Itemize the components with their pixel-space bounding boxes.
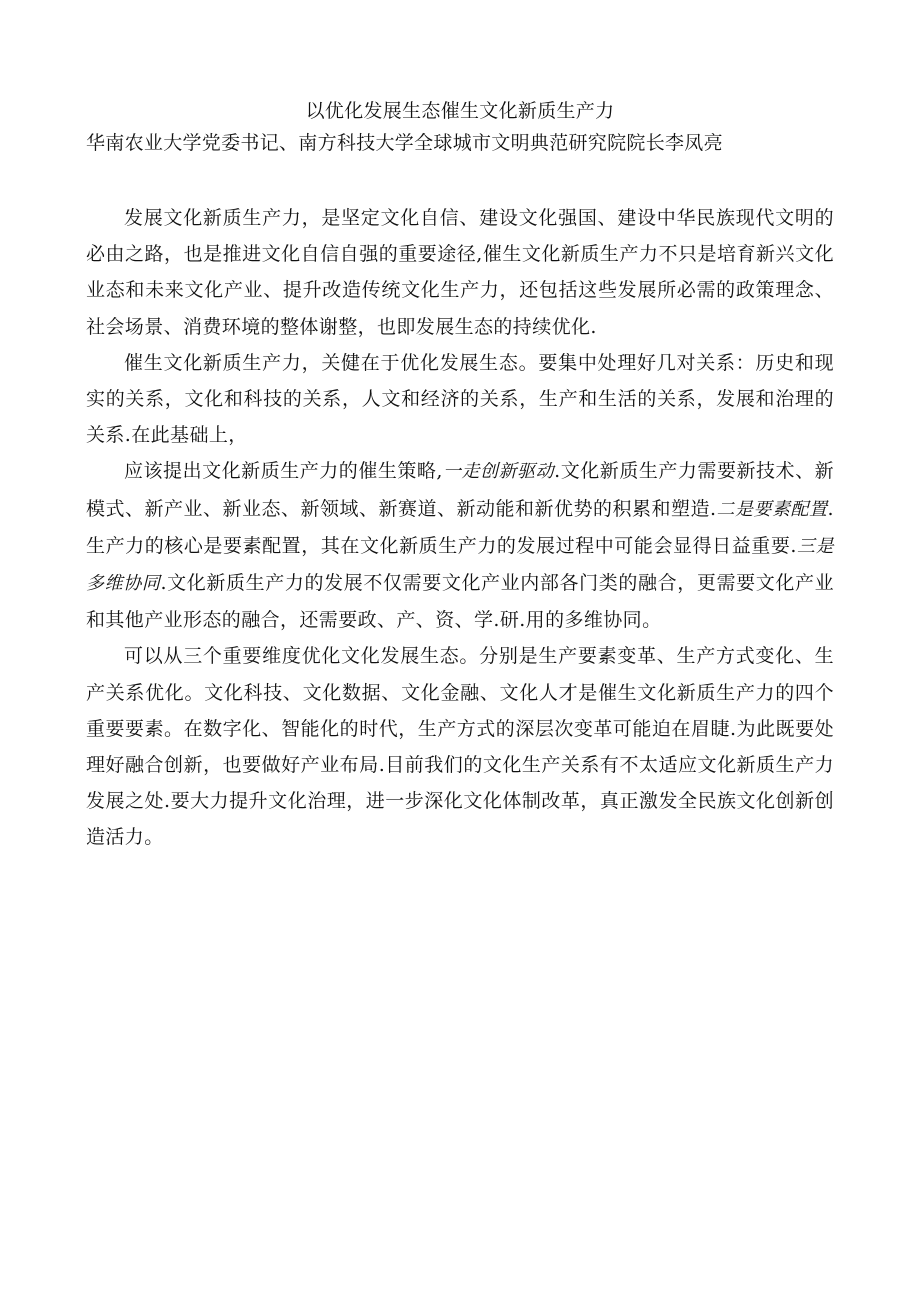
emphasis-strategy-2: 二是要素配置 [716, 498, 828, 520]
paragraph-1 [86, 200, 834, 345]
paragraph-text: 应该提出文化新质生产力的催生策略, [124, 460, 443, 483]
paragraph-text: 催生文化新质生产力，关健在于优化发展生态。要集中处理好几对关系：历史和现实的关系，文化和科技的关系，人文和经济的关系，生产和生活的关系，发展和治理的关系.在此基础上， [86, 351, 834, 447]
document-body [86, 200, 834, 856]
paragraph-3 [86, 453, 834, 638]
paragraph-text: 发展文化新质生产力，是坚定文化自信、建设文化强国、建设中华民族现代文明的必由之路，也是推进文化自信自强的重要途径,催生文化新质生产力不只是培育新兴文化业态和未来文化产业、提升改造传统文化生产力，还包括这些发展所必需的政策理念、社会场景、消费环境的整体谢整，也即发展生态的持续优化. [86, 207, 834, 338]
emphasis-strategy-1: 一走创新驱动 [442, 461, 555, 483]
paragraph-text: .生产力的核心是要素配置，其在文化新质生产力的发展过程中可能会显得日益重要. [86, 497, 834, 557]
paragraph-2 [86, 345, 834, 454]
paragraph-4 [86, 638, 834, 855]
paragraph-text: .文化新质生产力的发展不仅需要文化产业内部各门类的融合，更需要文化产业和其他产业形态的融合，还需要政、产、资、学.研.用的多维协同。 [86, 572, 834, 632]
paragraph-text: .文化新质生产力需要新技术、新模式、新产业、新业态、新领域、新赛道、新动能和新优势的积累和塑造. [86, 460, 834, 520]
document-title: 以优化发展生态催生文化新质生产力 [305, 100, 615, 122]
author-line: 华南农业大学党委书记、南方科技大学全球城市文明典范研究院院长李凤亮 [86, 132, 723, 154]
emphasis-strategy-3: 三是多维协同 [86, 535, 834, 595]
paragraph-text: 可以从三个重要维度优化文化发展生态。分别是生产要素变革、生产方式变化、生产关系优化。文化科技、文化数据、文化金融、文化人才是催生文化新质生产力的四个重要要素。在数字化、智能化的时代，生产方式的深层次变革可能迫在眉睫.为此既要处理好融合创新，也要做好产业布局.目前我们的文化生产关系有不太适应文化新质生产力发展之处.要大力提升文化治理，进一步深化文化体制改革，真正激发全民族文化创新创造活力。 [86, 645, 834, 849]
